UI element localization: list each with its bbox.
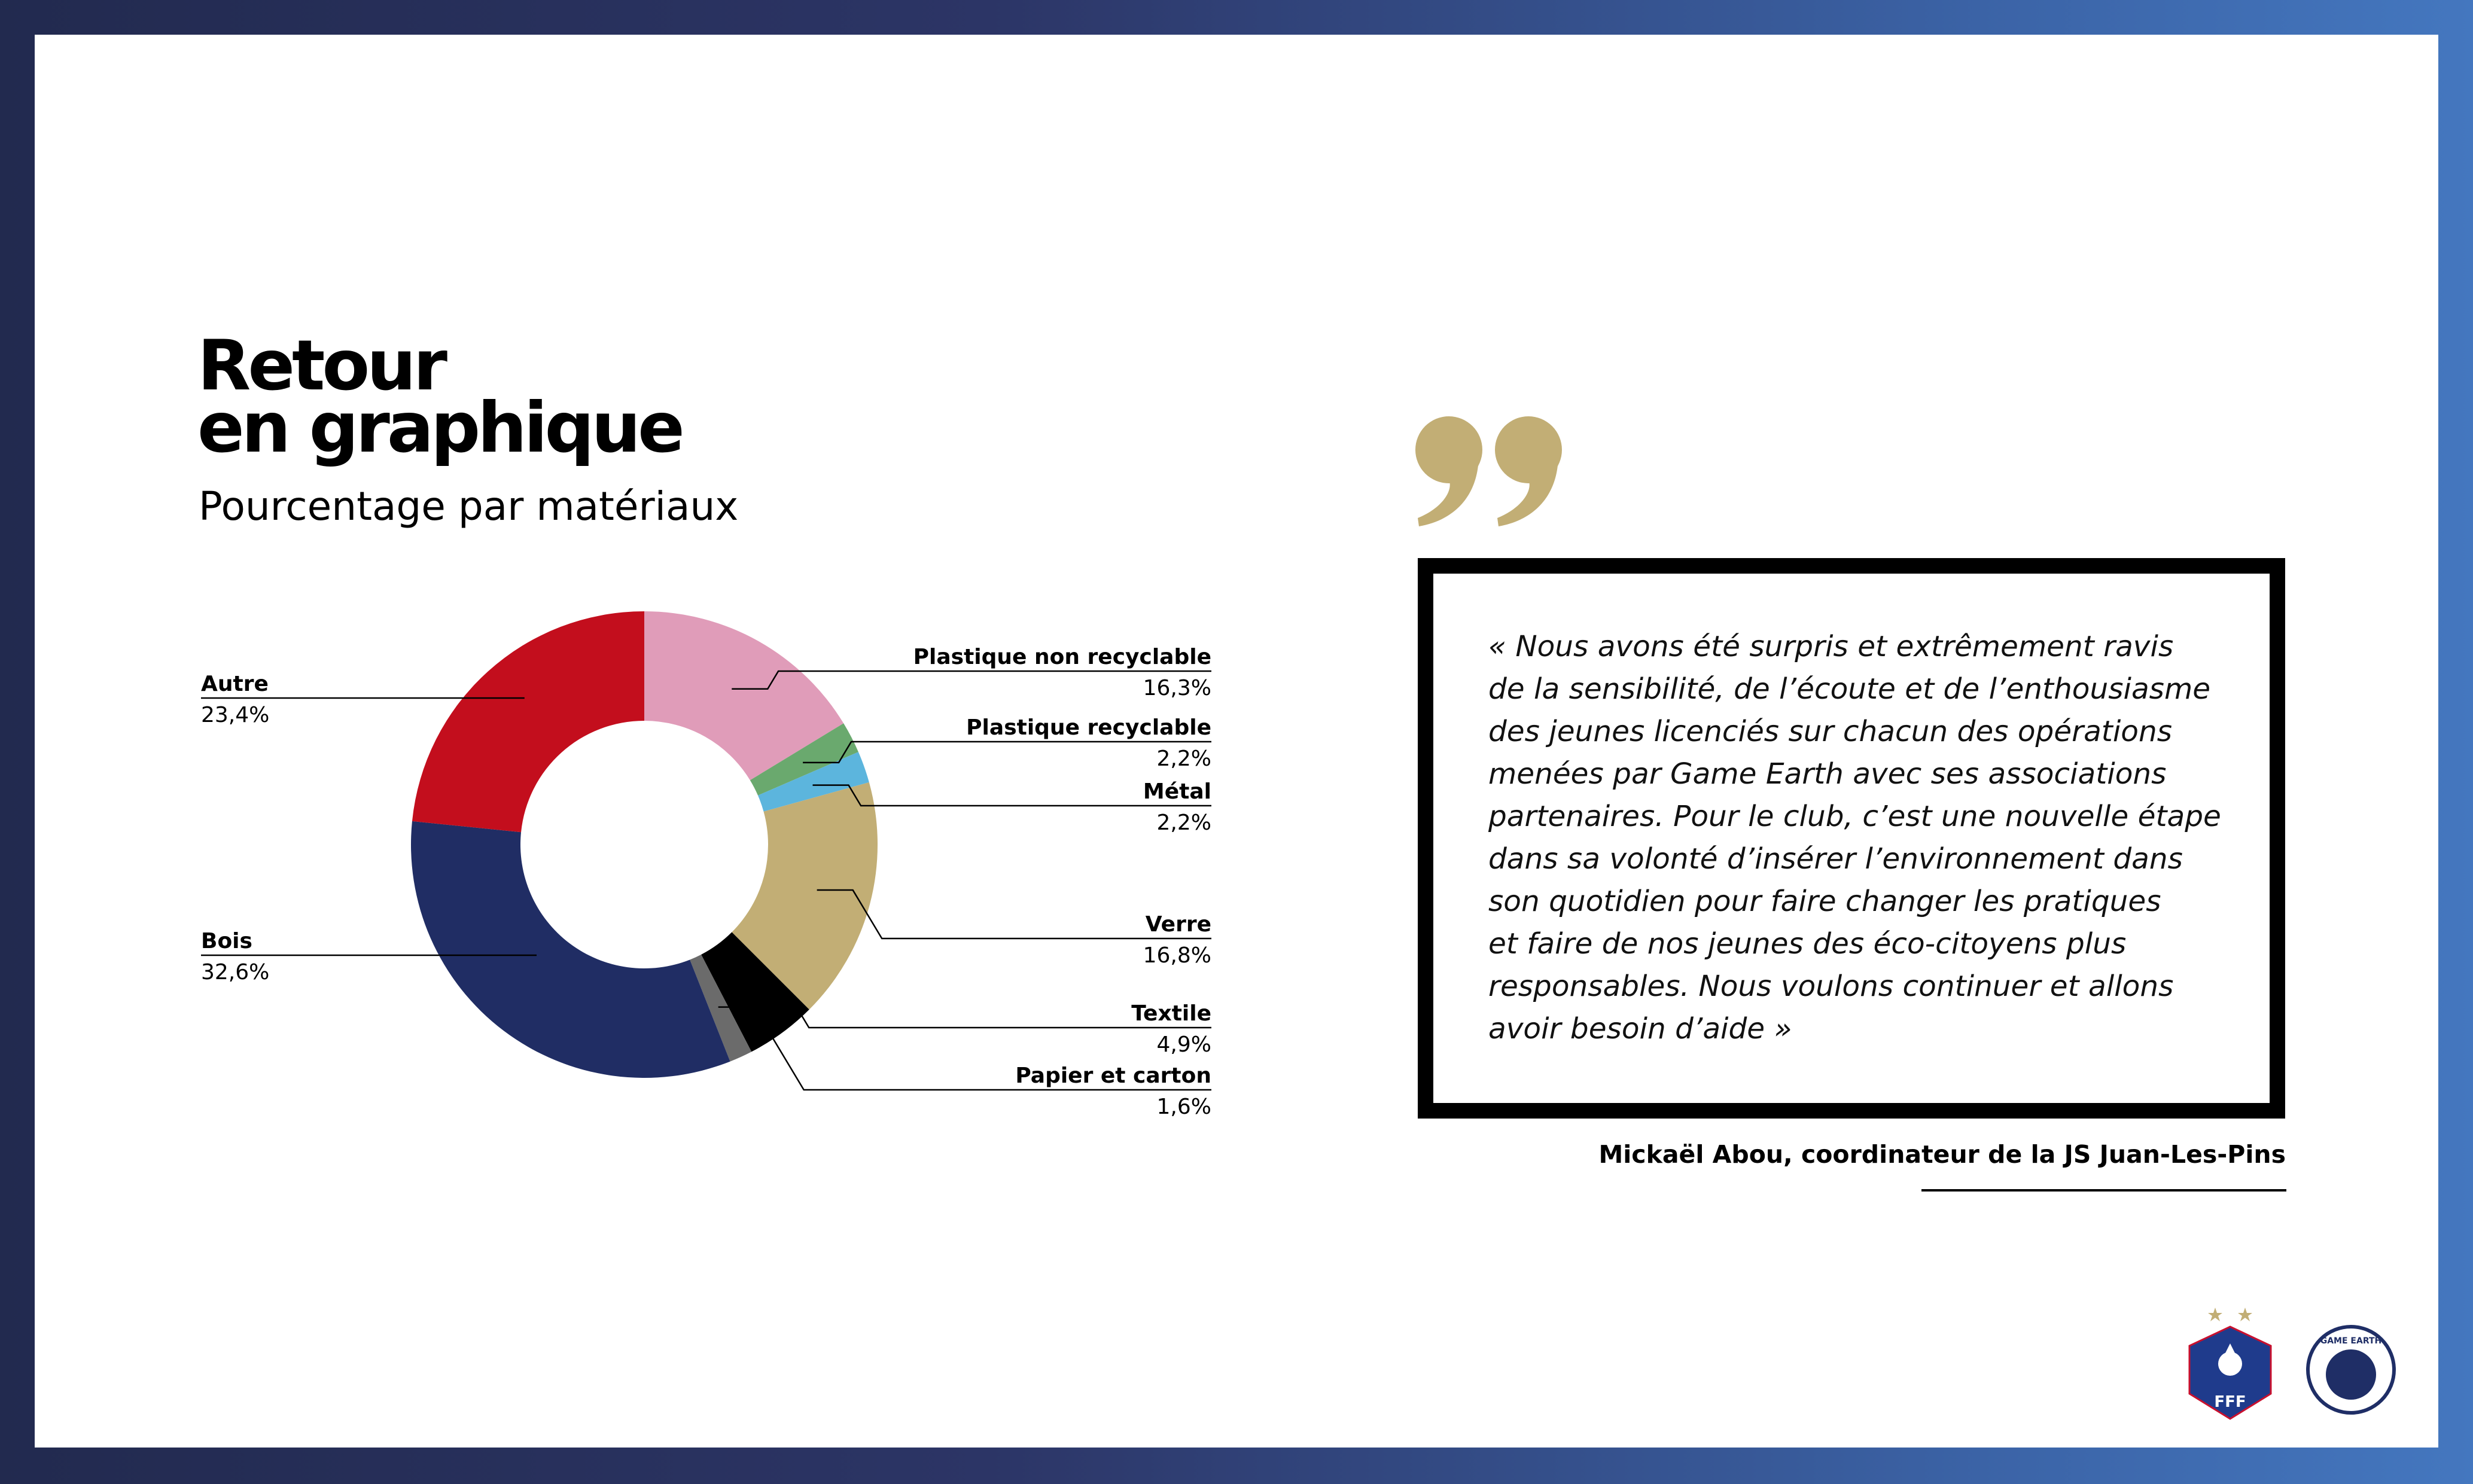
value-verre: 16,8% — [1143, 943, 1211, 968]
label-bois: Bois — [201, 929, 252, 953]
label-papier-et-carton: Papier et carton — [1015, 1064, 1211, 1088]
label-textile: Textile — [1131, 1001, 1211, 1026]
value-autre: 23,4% — [201, 703, 270, 727]
label-verre: Verre — [1145, 912, 1211, 937]
value-plastique-recyclable: 2,2% — [1156, 746, 1211, 771]
page-subtitle: Pourcentage par matériaux — [199, 483, 739, 529]
label-plastique-non-recyclable: Plastique non recyclable — [913, 645, 1211, 669]
label-metal: Métal — [1143, 779, 1211, 804]
label-plastique-recyclable: Plastique recyclable — [966, 715, 1211, 740]
value-metal: 2,2% — [1156, 810, 1211, 835]
game-earth-logo — [2303, 1322, 2399, 1418]
quote-mark-icon — [1412, 413, 1579, 532]
game-earth-logo-text: GAME EARTH — [2320, 1336, 2382, 1346]
value-bois: 32,6% — [201, 960, 270, 985]
slice-bois — [411, 821, 730, 1078]
value-plastique-non-recyclable: 16,3% — [1143, 676, 1211, 700]
label-autre: Autre — [201, 672, 269, 696]
globe-icon — [2326, 1349, 2376, 1400]
value-textile: 4,9% — [1156, 1032, 1211, 1057]
leader-line-plastique-recyclable — [803, 742, 1211, 763]
attribution-rule — [1921, 1189, 2286, 1192]
quote-attribution: Mickaël Abou, coordinateur de la JS Juan-Les-Pins — [1598, 1140, 2286, 1169]
star-icon — [2208, 1308, 2252, 1321]
fff-logo — [2182, 1304, 2278, 1424]
value-papier-et-carton: 1,6% — [1156, 1095, 1211, 1119]
slice-autre — [412, 611, 644, 832]
page-title: Retour en graphique — [197, 325, 682, 468]
fff-logo-text: FFF — [2214, 1393, 2246, 1411]
quote-text: « Nous avons été surpris et extrêmement ravis de la sensibilité, de l’écoute et de l’enthousiasme des jeunes licenciés sur chacun des opérations menées par Game Earth avec ses associations partenaires. Pour le club, c’est une nouvelle étape dans sa volonté d’insérer l’environnement dans son quotidien pour faire changer les pratiques et faire de nos jeunes des éco-citoyens plus responsables. Nous voulons continuer et allons avoir besoin d’aide » — [1488, 630, 2221, 1046]
